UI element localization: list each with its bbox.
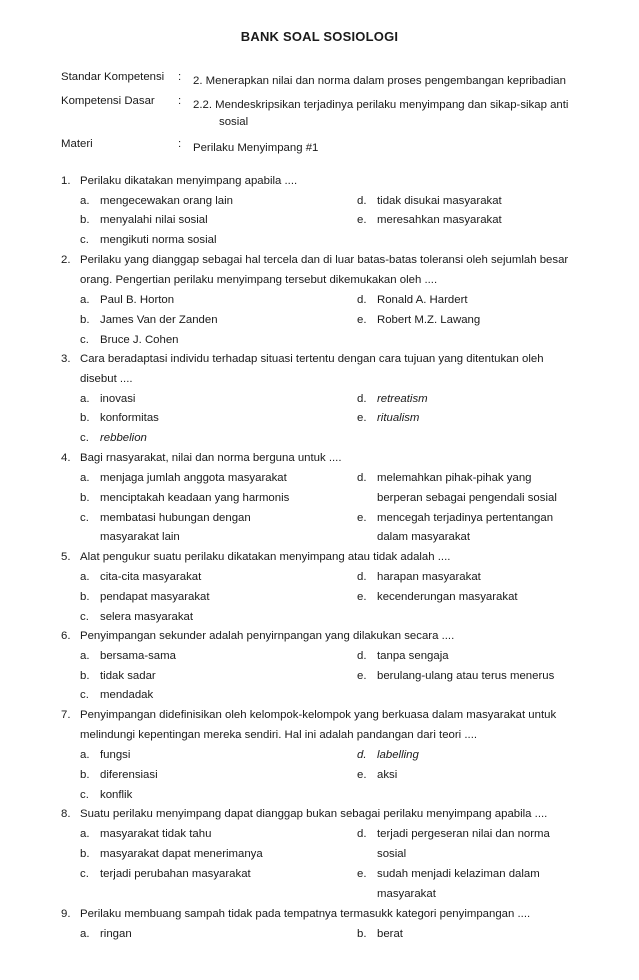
option-d: d. terjadi pergeseran nilai dan norma — [357, 828, 550, 840]
option-e: e. aksi — [357, 769, 398, 781]
header-colon: : — [178, 71, 182, 83]
question-text: Perilaku yang dianggap sebagai hal tercela dan di luar batas-batas toleransi oleh sejumlah besar — [80, 254, 569, 266]
option-a: a. bersama-sama — [80, 650, 176, 662]
question-text: Penyimpangan sekunder adalah penyirnpangan yang dilakukan secara .... — [80, 630, 455, 642]
option-a: a. mengecewakan orang lain — [80, 195, 233, 207]
option-e-continued: masyarakat — [377, 888, 436, 900]
option-e-continued: dalam masyarakat — [377, 531, 471, 543]
option-b: b. diferensiasi — [80, 769, 158, 781]
option-c: c. terjadi perubahan masyarakat — [80, 868, 251, 880]
header-value: 2.2. Mendeskripsikan terjadinya perilaku menyimpang dan sikap-sikap anti — [193, 99, 569, 111]
question-text: Bagi rnasyarakat, nilai dan norma berguna untuk .... — [80, 452, 342, 464]
option-d: d. Ronald A. Hardert — [357, 294, 468, 306]
option-a: a. fungsi — [80, 749, 131, 761]
question-number: 3. — [61, 353, 71, 365]
header-colon: : — [178, 95, 182, 107]
option-d: d. labelling — [357, 749, 419, 761]
question-number: 1. — [61, 175, 71, 187]
option-a: a. Paul B. Horton — [80, 294, 175, 306]
header-colon: : — [178, 138, 182, 150]
option-e: e. sudah menjadi kelaziman dalam — [357, 868, 540, 880]
option-b: b. masyarakat dapat menerimanya — [80, 848, 263, 860]
question-text: Cara beradaptasi individu terhadap situasi tertentu dengan cara tujuan yang ditentukan oleh — [80, 353, 544, 365]
option-e: e. ritualism — [357, 412, 420, 424]
option-d-continued: berperan sebagai pengendali sosial — [377, 492, 557, 504]
option-c: c. konflik — [80, 789, 133, 801]
option-b: b. menciptakah keadaan yang harmonis — [80, 492, 290, 504]
option-c: c. membatasi hubungan dengan — [80, 512, 251, 524]
option-b: b. menyalahi nilai sosial — [80, 214, 208, 226]
header-label: Standar Kompetensi — [61, 71, 165, 83]
header-value: 2. Menerapkan nilai dan norma dalam proses pengembangan kepribadian — [193, 75, 566, 87]
option-d: d. retreatism — [357, 393, 428, 405]
question-number: 6. — [61, 630, 71, 642]
question-text: Penyimpangan didefinisikan oleh kelompok-kelompok yang berkuasa dalam masyarakat untuk — [80, 709, 557, 721]
question-text: Alat pengukur suatu perilaku dikatakan menyimpang atau tidak adalah .... — [80, 551, 451, 563]
option-c: c. selera masyarakat — [80, 611, 194, 623]
page-title: BANK SOAL SOSIOLOGI — [240, 29, 399, 44]
option-e: e. Robert M.Z. Lawang — [357, 314, 481, 326]
option-e: e. berulang-ulang atau terus menerus — [357, 670, 555, 682]
option-b: b. pendapat masyarakat — [80, 591, 210, 603]
option-d-continued: sosial — [377, 848, 407, 860]
option-c: c. mendadak — [80, 689, 154, 701]
header-value: Perilaku Menyimpang #1 — [193, 142, 319, 154]
header-value-continued: sosial — [219, 116, 249, 128]
option-c: c. rebbelion — [80, 432, 147, 444]
question-text: melindungi kepentingan mereka sendiri. Hal ini adalah pandangan dari teori .... — [80, 729, 478, 741]
option-d: d. tidak disukai masyarakat — [357, 195, 502, 207]
option-d: d. harapan masyarakat — [357, 571, 481, 583]
option-a: a. inovasi — [80, 393, 136, 405]
header-label: Materi — [61, 138, 93, 150]
option-e: e. mencegah terjadinya pertentangan — [357, 512, 554, 524]
option-a: a. menjaga jumlah anggota masyarakat — [80, 472, 287, 484]
option-d: d. tanpa sengaja — [357, 650, 449, 662]
question-number: 4. — [61, 452, 71, 464]
option-b: b. konformitas — [80, 412, 159, 424]
question-text: Suatu perilaku menyimpang dapat dianggap bukan sebagai perilaku menyimpang apabila .... — [80, 808, 548, 820]
question-text: Perilaku dikatakan menyimpang apabila .... — [80, 175, 298, 187]
question-number: 9. — [61, 908, 71, 920]
option-e: e. meresahkan masyarakat — [357, 214, 502, 226]
option-a: a. cita-cita masyarakat — [80, 571, 202, 583]
option-e: e. kecenderungan masyarakat — [357, 591, 518, 603]
option-c-continued: masyarakat lain — [100, 531, 180, 543]
question-number: 5. — [61, 551, 71, 563]
question-text: disebut .... — [80, 373, 133, 385]
option-a: a. masyarakat tidak tahu — [80, 828, 212, 840]
option-c: c. Bruce J. Cohen — [80, 334, 179, 346]
option-b: b. James Van der Zanden — [80, 314, 218, 326]
question-number: 7. — [61, 709, 71, 721]
question-number: 2. — [61, 254, 71, 266]
option-c: c. mengikuti norma sosial — [80, 234, 217, 246]
option-b: b. tidak sadar — [80, 670, 156, 682]
option-a: a. ringan — [80, 928, 132, 940]
option-b: b. berat — [357, 928, 403, 940]
question-number: 8. — [61, 808, 71, 820]
question-text: Perilaku membuang sampah tidak pada tempatnya termasukk kategori penyimpangan .... — [80, 908, 531, 920]
option-d: d. melemahkan pihak-pihak yang — [357, 472, 532, 484]
header-label: Kompetensi Dasar — [61, 95, 155, 107]
question-text: orang. Pengertian perilaku menyimpang tersebut dikemukakan oleh .... — [80, 274, 438, 286]
